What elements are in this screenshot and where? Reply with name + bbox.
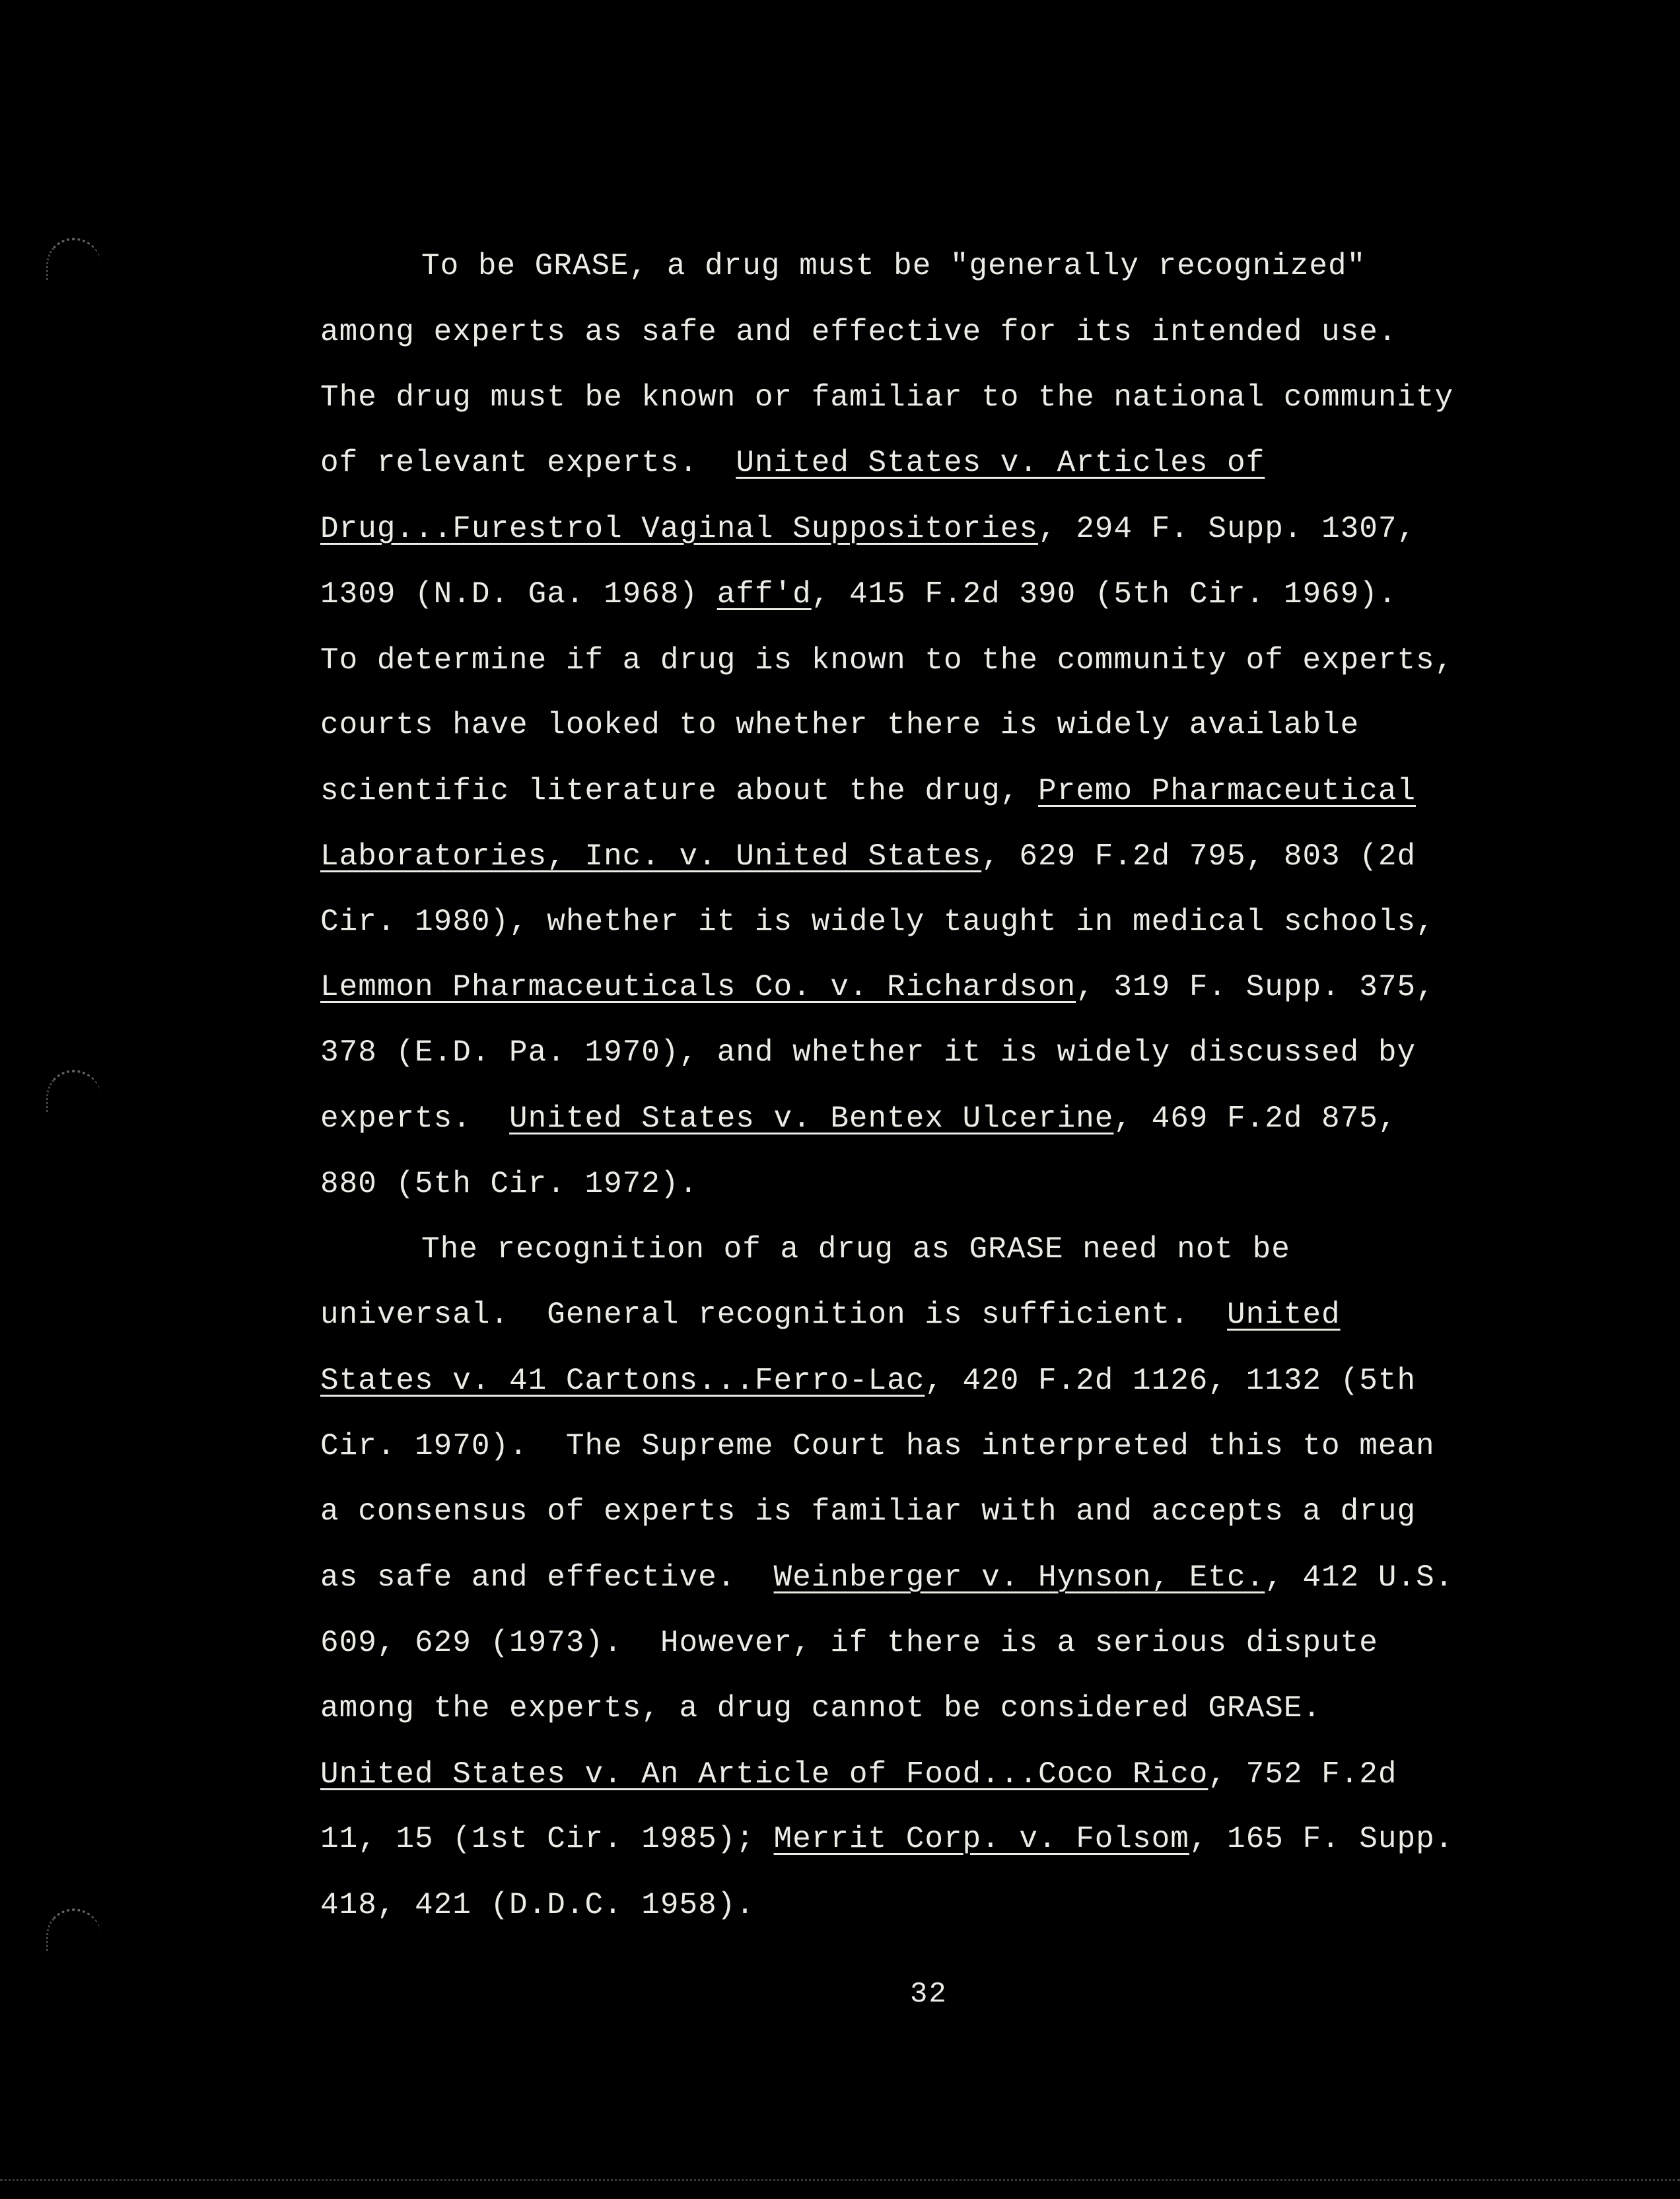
text-segment: 609, 629 (1973). However, if there is a serious dispute	[320, 1626, 1378, 1660]
text-segment: , 294 F. Supp. 1307,	[1037, 512, 1417, 546]
text-segment: , 629 F.2d 795, 803 (2d	[981, 839, 1417, 874]
text-segment: , 165 F. Supp.	[1189, 1822, 1454, 1856]
case-citation: United States v. Bentex Ulcerine	[509, 1101, 1114, 1136]
text-line	[320, 967, 1435, 1007]
binder-hole-mark	[46, 1908, 101, 1951]
case-citation: Lemmon Pharmaceuticals Co. v. Richardson	[320, 970, 1076, 1004]
text-line	[320, 1558, 1453, 1597]
text-segment: 1309 (N.D. Ga. 1968)	[320, 577, 717, 611]
text-line	[320, 902, 1435, 942]
text-segment: , 752 F.2d	[1208, 1757, 1397, 1792]
text-line	[320, 509, 1416, 549]
text-segment: , 469 F.2d 875,	[1113, 1101, 1397, 1136]
text-line	[320, 312, 1397, 352]
case-citation: Merrit Corp. v. Folsom	[773, 1822, 1189, 1856]
case-citation: Drug...Furestrol Vaginal Suppositories	[320, 512, 1038, 546]
text-line	[320, 1819, 1453, 1859]
text-line	[320, 443, 1265, 483]
text-segment: , 415 F.2d 390 (5th Cir. 1969).	[811, 577, 1397, 611]
text-line	[320, 1099, 1397, 1138]
text-line	[421, 1230, 1290, 1269]
text-segment: , 420 F.2d 1126, 1132 (5th	[925, 1364, 1417, 1398]
text-segment: 11, 15 (1st Cir. 1985);	[320, 1822, 774, 1856]
text-segment: a consensus of experts is familiar with and accepts a drug	[320, 1494, 1417, 1529]
text-segment: To determine if a drug is known to the community of experts,	[320, 643, 1454, 678]
text-segment: To be GRASE, a drug must be "generally recognized"	[421, 249, 1366, 283]
text-segment: 418, 421 (D.D.C. 1958).	[320, 1888, 755, 1922]
scan-edge	[0, 2179, 1680, 2184]
text-line	[320, 1426, 1435, 1466]
binder-hole-mark	[46, 1070, 101, 1112]
text-line	[320, 1755, 1397, 1794]
case-citation: Weinberger v. Hynson, Etc.	[773, 1560, 1265, 1595]
text-line	[320, 641, 1453, 680]
text-segment: 378 (E.D. Pa. 1970), and whether it is widely discussed by	[320, 1035, 1417, 1070]
text-segment: courts have looked to whether there is widely available	[320, 708, 1360, 742]
case-citation: United States v. Articles of	[736, 446, 1265, 480]
text-segment: , 412 U.S.	[1265, 1560, 1454, 1595]
text-segment: The drug must be known or familiar to the national community	[320, 380, 1454, 415]
page-number: 32	[910, 1978, 948, 2011]
text-segment: as safe and effective.	[320, 1560, 774, 1595]
text-segment: 880 (5th Cir. 1972).	[320, 1167, 699, 1201]
text-line	[421, 246, 1366, 286]
text-segment: , 319 F. Supp. 375,	[1076, 970, 1435, 1004]
text-segment: Cir. 1980), whether it is widely taught in medical schools,	[320, 905, 1435, 939]
case-citation: United States v. An Article of Food...Coco Rico	[320, 1757, 1208, 1792]
text-line	[320, 771, 1416, 811]
text-segment: scientific literature about the drug,	[320, 774, 1038, 808]
text-line	[320, 705, 1359, 745]
text-segment: among the experts, a drug cannot be considered GRASE.	[320, 1691, 1322, 1726]
text-line	[320, 1492, 1416, 1531]
case-citation: States v. 41 Cartons...Ferro-Lac	[320, 1364, 925, 1398]
text-line	[320, 1361, 1416, 1401]
text-line	[320, 1033, 1416, 1072]
text-line	[320, 837, 1416, 876]
text-segment: of relevant experts.	[320, 446, 736, 480]
text-segment: among experts as safe and effective for its intended use.	[320, 315, 1397, 349]
text-segment: universal. General recognition is sufficient.	[320, 1298, 1228, 1332]
text-line	[320, 1164, 698, 1204]
case-citation: Laboratories, Inc. v. United States	[320, 839, 982, 874]
text-segment: The recognition of a drug as GRASE need not be	[421, 1232, 1290, 1267]
case-citation: aff'd	[717, 577, 812, 611]
text-line	[320, 1295, 1341, 1335]
case-citation: United	[1227, 1298, 1341, 1332]
text-line	[320, 575, 1397, 614]
text-line	[320, 1689, 1321, 1728]
text-segment: experts.	[320, 1101, 510, 1136]
text-line	[320, 1885, 755, 1925]
text-line	[320, 378, 1453, 417]
text-segment: Cir. 1970). The Supreme Court has interpreted this to mean	[320, 1429, 1435, 1463]
text-line	[320, 1623, 1378, 1663]
case-citation: Premo Pharmaceutical	[1037, 774, 1417, 808]
binder-hole-mark	[46, 238, 101, 280]
